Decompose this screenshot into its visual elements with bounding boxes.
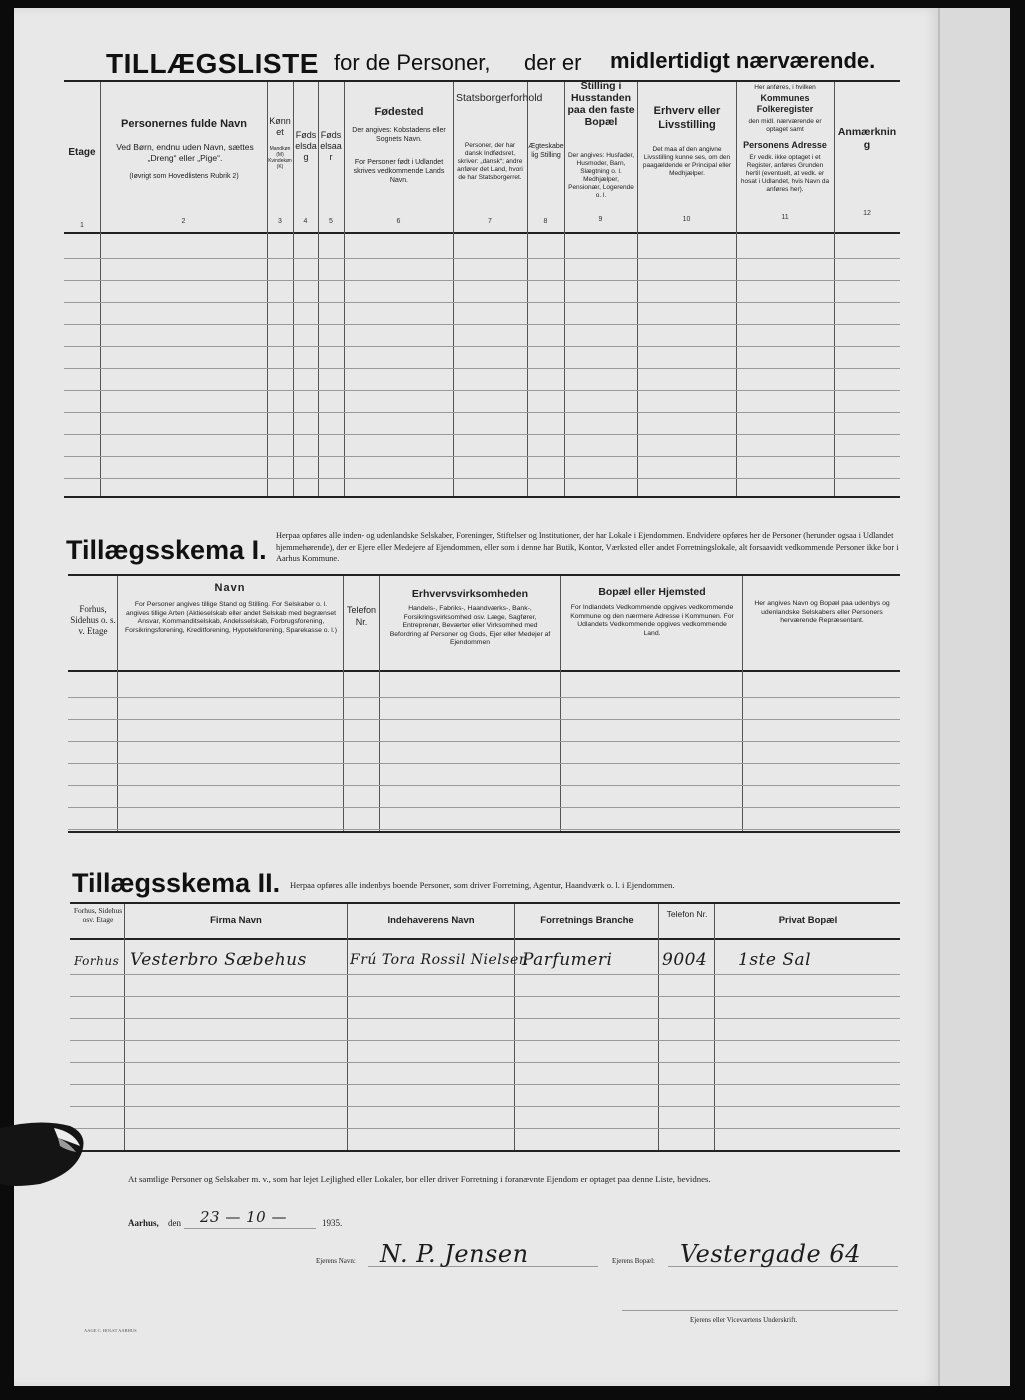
ejer-bopael-label: Ejerens Bopæl: (612, 1257, 655, 1265)
skema2-col-bopael: Privat Bopæl (778, 915, 838, 926)
ejer-navn-label: Ejerens Navn: (316, 1257, 356, 1265)
col-header-stilling-note: Der angives: Husfader, Husmoder, Barn, Slægtning o. l. Medhjælper, Pensionær, Logerende o. l. (567, 152, 635, 199)
form-subtitle-1: for de Personer, (334, 50, 491, 75)
skema2-col-telefon: Telefon Nr. (666, 909, 708, 919)
col-header-kommune-note2: den midl. nærværende er optaget samt (748, 118, 822, 133)
table-row-line (64, 302, 900, 303)
table-row-line (68, 763, 900, 764)
skema1-intro: Herpaa opføres alle inden- og udenlandske Selskaber, Foreninger, Stiftelser og Institutioner, der har Lokale i Ejendommen. Endvidere opføres her de Personer (herunder ogsaa i Udlandet hjemmehørende), der er Ejere eller Medejere af Ejendommen, eller som i denne har Butik, Kontor, Værksted eller andet Forretningslokale, alt forsaavidt vedkommende Personer ikke bor i Aarhus Kommune. (276, 531, 899, 563)
footer-city: Aarhus, (128, 1218, 159, 1228)
skema1-col-divider (560, 576, 561, 831)
table-row-line (64, 456, 900, 457)
col-header-erhverv: Erhverv eller Livsstilling (653, 105, 721, 131)
col-header-navn-note2: (Iøvrigt som Hovedlistens Rubrik 2) (129, 173, 239, 180)
table-row-line (68, 719, 900, 720)
col-header-stilling: Stilling i Husstanden paa den faste Bopæl (567, 80, 635, 128)
skema2-col-divider (124, 904, 125, 1150)
skema2-col-divider (514, 904, 515, 1150)
skema1-col-erhverv-note: Handels-, Fabriks-, Haandværks-, Bank-, Forsikringsvirksomhed osv. Læge, Sagfører, Entreprenør, Beværter eller Virksomhed med Befordring af Personer og Gods, Ejer eller Medejer af Ejendommen (389, 605, 551, 646)
col-header-erhverv-note: Det maa af den angivne Livsstilling kunne ses, om den paagældende er Principal eller Medhjælper. (642, 146, 732, 177)
page-clip-icon (0, 1118, 88, 1188)
footer-year: 1935. (322, 1218, 343, 1228)
skema1-col-bopael-note: For Indlandets Vedkommende opgives vedkommende Kommune og den nærmere Adresse i Kommunen. For Udlandets Vedkommende opgives vedkommende Land. (570, 604, 734, 637)
skema1-col-erhverv: Erhvervsvirksomheden (411, 588, 529, 600)
table-row-line (68, 807, 900, 808)
table-row-line (70, 1084, 900, 1085)
col-header-stats: Statsborgerforhold (456, 92, 543, 104)
table-row-line (64, 434, 900, 435)
skema1-col-divider (379, 576, 380, 831)
table-row-line (70, 1062, 900, 1063)
skema2-col-divider (714, 904, 715, 1150)
form-subtitle-2: der er (524, 50, 582, 75)
col-header-navn: Personernes fulde Navn (121, 118, 247, 130)
ejer-bopael-signature: Vestergade 64 (680, 1240, 861, 1268)
skema2-entry-firma: Vesterbro Sæbehus (130, 950, 307, 970)
skema2-col-divider (658, 904, 659, 1150)
list-bottom-rule (64, 496, 900, 498)
table-row-line (68, 785, 900, 786)
skema2-title: Tillægsskema II. (72, 868, 281, 898)
col-number: 1 (80, 222, 84, 229)
table-row-line (64, 258, 900, 259)
col-number: 10 (682, 216, 691, 223)
table-row-line (64, 390, 900, 391)
skema2-col-divider (347, 904, 348, 1150)
skema2-entry-bopael: 1ste Sal (738, 950, 812, 970)
skema1-col-telefon: Telefon Nr. (346, 605, 377, 627)
date-line (184, 1228, 316, 1229)
col-header-aegteskabelig: Ægteskabelig Stilling (528, 143, 564, 159)
col-header-konnet-note: Mandkøn (M) Kvindekøn (K) (268, 146, 292, 170)
col-number: 2 (181, 218, 186, 225)
skema1-col-navn: Navn (214, 582, 246, 594)
col-header-fodselsaar: Fødselsaar (320, 130, 342, 162)
table-row-line (64, 412, 900, 413)
table-row-line (68, 829, 900, 830)
col-number: 12 (863, 210, 871, 217)
skema2-entry-forhus: Forhus (74, 954, 120, 968)
col-number: 7 (488, 218, 492, 225)
skema1-title: Tillægsskema I. (66, 535, 267, 565)
footer-date: 23 — 10 — (200, 1208, 287, 1226)
table-row-line (70, 1128, 900, 1129)
skema1-header-rule (68, 670, 900, 672)
skema2-col-forhus: Forhus, Sidehus osv. Etage (73, 906, 123, 924)
col-header-fodested-note2: For Personer født i Udlandet skrives vedkommende Lands Navn. (353, 159, 445, 184)
skema2-top-rule (70, 902, 900, 904)
col-number: 5 (329, 218, 333, 225)
skema2-col-branche: Forretnings Branche (540, 915, 634, 926)
table-row-line (68, 741, 900, 742)
col-number: 9 (598, 216, 603, 223)
col-header-kommune-note3: Er vedk. ikke optaget i et Register, anføres Grunden hertil (eventuelt, at vedk. er hosat i Udlandet, hvis Navn da anføres her). (740, 154, 830, 193)
table-row-line (64, 280, 900, 281)
skema1-bottom-rule (68, 831, 900, 833)
table-row-line (64, 324, 900, 325)
skema2-entry-indehaver: Frú Tora Rossil Nielsen (350, 952, 529, 968)
col-number: 11 (781, 214, 789, 221)
list-header-rule (64, 232, 900, 234)
table-row-line (70, 974, 900, 975)
col-header-etage: Etage (68, 147, 96, 158)
table-row-line (70, 1018, 900, 1019)
col-header-navn-note: Ved Børn, endnu uden Navn, sættes „Dreng“ eller „Pige“. (116, 142, 254, 163)
footer-den: den (168, 1218, 181, 1228)
adjacent-page-edge (938, 8, 1010, 1386)
table-row-line (70, 1040, 900, 1041)
table-row-line (64, 478, 900, 479)
col-number: 3 (278, 218, 282, 225)
col-header-fodested-note: Der angives: Kobstadens eller Sognets Navn. (352, 127, 446, 143)
col-number: 6 (396, 218, 401, 225)
col-header-fodselsdag: Fødselsdag (295, 130, 317, 162)
table-row-line (68, 697, 900, 698)
col-header-kommune-note1: Her anføres, i hvilken (754, 84, 816, 91)
skema2-col-indehaver: Indehaverens Navn (387, 915, 475, 926)
table-row-line (70, 1106, 900, 1107)
skema1-col-forhus: Forhus, Sidehus o. s. v. Etage (70, 604, 116, 636)
col-number: 8 (543, 218, 548, 225)
underskrift-label: Ejerens eller Viceværtens Underskrift. (690, 1316, 798, 1324)
skema1-col-navn-note: For Personer angives tillige Stand og Stilling. For Selskaber o. l. angives tillige Arten (Aktieselskab eller andet Selskab med begrænset Ansvar, Kommanditselskab, Andelsselskab, Forbrugsforening, Forsikringsforening, Kreditforening, Hypotekforening, Sparekasse o. l.) (125, 601, 337, 634)
skema2-entry-branche: Parfumeri (522, 950, 613, 970)
skema2-bottom-rule (70, 1150, 900, 1152)
skema1-col-repr-note: Her angives Navn og Bopæl paa udenbys og udenlandske Selskabers eller Personers herværende Repræsentant. (754, 600, 890, 624)
skema2-entry-telefon: 9004 (662, 950, 708, 970)
list-top-rule (64, 80, 900, 82)
skema1-col-divider (117, 576, 118, 831)
form-subtitle-3: midlertidigt nærværende. (610, 48, 876, 73)
table-row-line (70, 996, 900, 997)
col-header-kommune: Kommunes Folkeregister (756, 93, 814, 114)
table-row-line (64, 368, 900, 369)
skema1-top-rule (68, 574, 900, 576)
ejer-navn-signature: N. P. Jensen (380, 1240, 529, 1268)
col-header-konnet: Kønnet (269, 116, 291, 137)
form-title: TILLÆGSLISTE (106, 48, 319, 79)
col-header-fodested: Fødested (374, 106, 424, 118)
printer-mark: AAGE C. HOLST AARHUS (84, 1328, 137, 1333)
table-row-line (64, 346, 900, 347)
skema2-intro: Herpaa opføres alle indenbys boende Personer, som driver Forretning, Agentur, Haandværk o. l. i Ejendommen. (290, 880, 675, 890)
underskrift-line (622, 1310, 898, 1311)
skema2-header-rule (70, 938, 900, 940)
skema1-col-divider (742, 576, 743, 831)
col-number: 4 (303, 218, 308, 225)
attestation-text: At samtlige Personer og Selskaber m. v., som har lejet Lejlighed eller Lokaler, bor eller driver Forretning i foranævnte Ejendom er optaget paa denne Liste, bevidnes. (128, 1174, 711, 1184)
col-header-anmaerkning: Anmærkning (837, 126, 897, 151)
skema2-col-firma: Firma Navn (210, 915, 262, 926)
skema1-col-bopael: Bopæl eller Hjemsted (598, 586, 706, 598)
col-header-stats-note: Personer, der har dansk Indfødsret, skriver: „dansk“; andre anfører det Land, hvori de har Statsborgerret. (457, 142, 523, 181)
col-header-adresse: Personens Adresse (743, 140, 827, 150)
